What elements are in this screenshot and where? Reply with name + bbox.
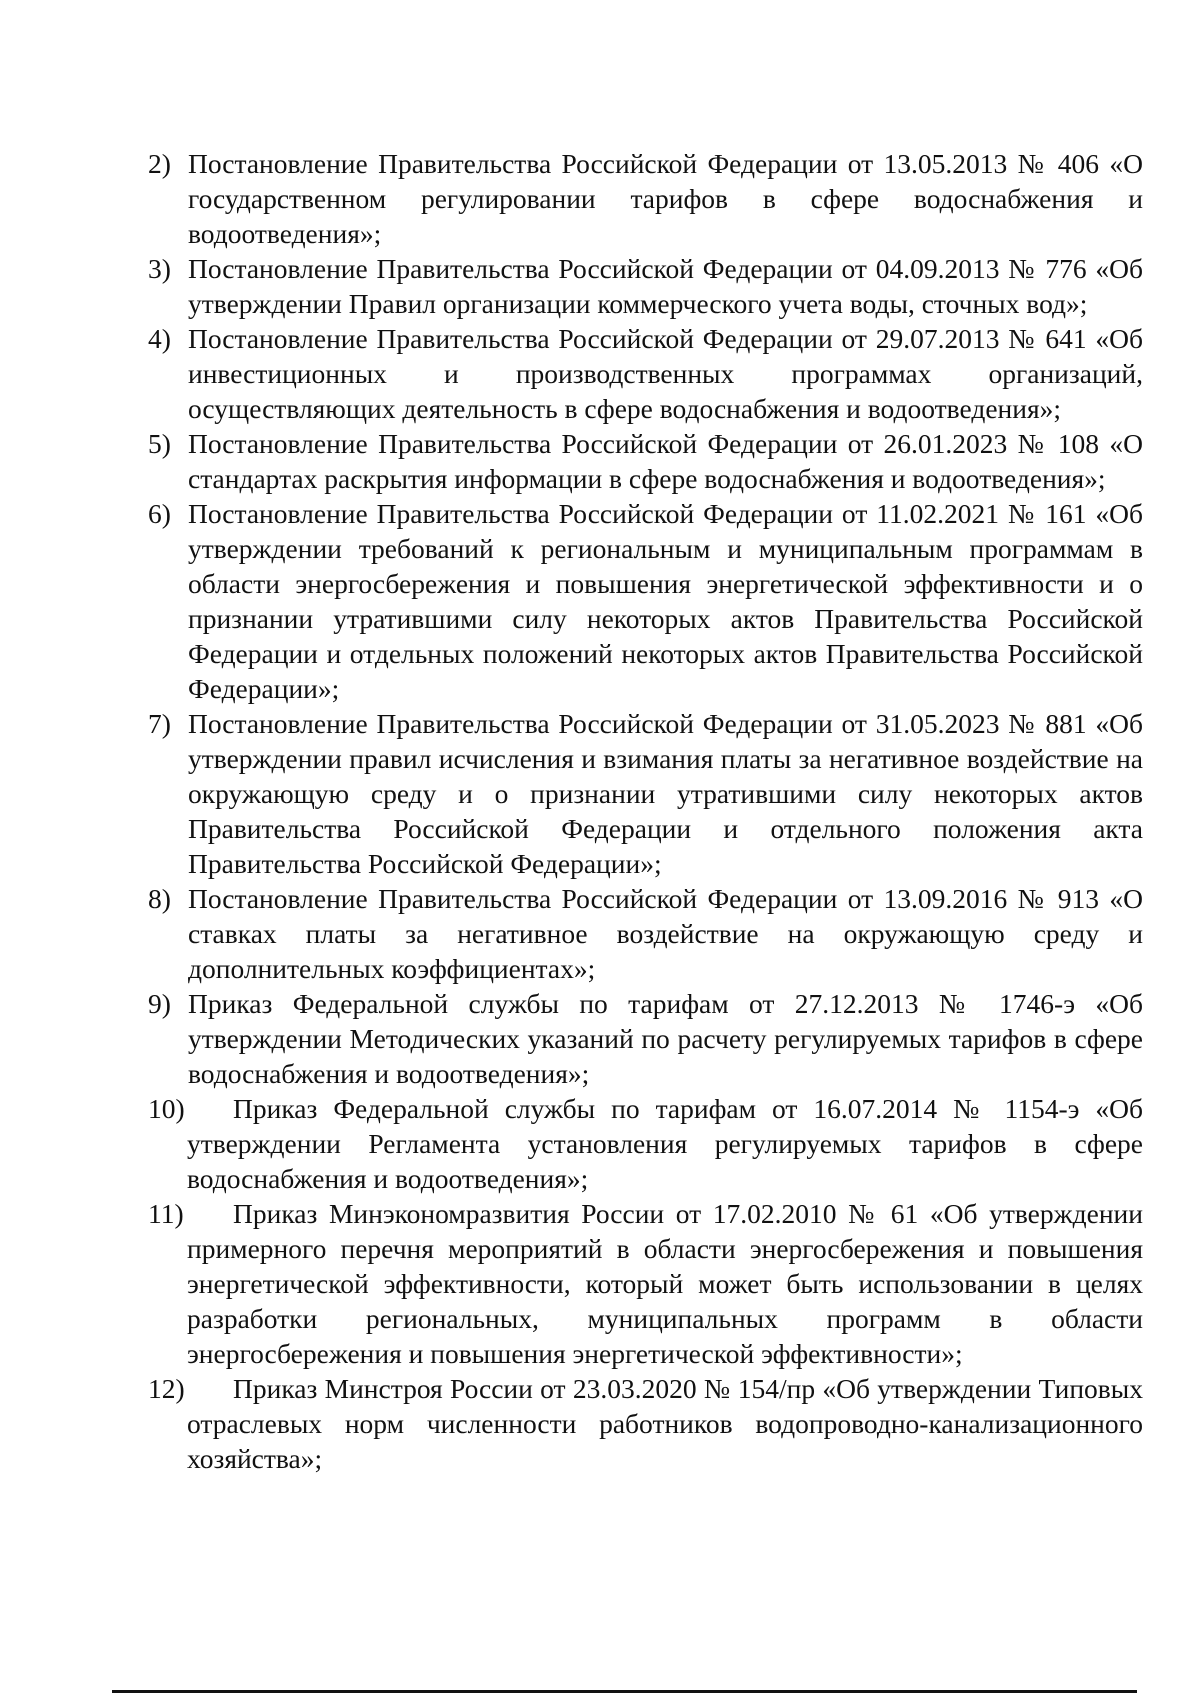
list-item [148, 1196, 1143, 1371]
list-item-number: 12) [148, 1373, 185, 1404]
list-item [148, 321, 1143, 426]
list-item-number: 5) [148, 428, 171, 459]
list-item-text: Постановление Правительства Российской Федерации от 11.02.2021 № 161 «Об утверждении требований к региональным и муниципальным программам в области энергосбережения и повышения энергетической эффективности и о признании утратившими силу некоторых актов Правительства Российской Федерации и отдельных положений некоторых актов Правительства Российской Федерации»; [188, 498, 1143, 704]
list-item-number: 2) [148, 148, 171, 179]
list-item-text: Постановление Правительства Российской Федерации от 29.07.2013 № 641 «Об инвестиционных и производственных программах организаций, осуществляющих деятельность в сфере водоснабжения и водоотведения»; [188, 323, 1143, 424]
list-item-number: 7) [148, 708, 171, 739]
list-item-number: 9) [148, 988, 171, 1019]
list-item [148, 146, 1143, 251]
list-item-number: 4) [148, 323, 171, 354]
list-item-text: Постановление Правительства Российской Федерации от 13.09.2016 № 913 «О ставках платы за негативное воздействие на окружающую среду и дополнительных коэффициентах»; [188, 883, 1143, 984]
list-item [148, 706, 1143, 881]
list-item [148, 496, 1143, 706]
list-item-number: 11) [148, 1198, 184, 1229]
list-item-number: 3) [148, 253, 171, 284]
list-item-text: Постановление Правительства Российской Федерации от 13.05.2013 № 406 «О государственном регулировании тарифов в сфере водоснабжения и водоотведения»; [188, 148, 1143, 249]
list-item-text: Приказ Минэкономразвития России от 17.02.2010 № 61 «Об утверждении примерного перечня мероприятий в области энергосбережения и повышения энергетической эффективности, который может быть использовании в целях разработки региональных, муниципальных программ в области энергосбережения и повышения энергетической эффективности»; [187, 1198, 1143, 1369]
list-item [148, 986, 1143, 1091]
list-item-text: Постановление Правительства Российской Федерации от 26.01.2023 № 108 «О стандартах раскрытия информации в сфере водоснабжения и водоотведения»; [188, 428, 1143, 494]
list-item [148, 251, 1143, 321]
list-item-text: Приказ Минстроя России от 23.03.2020 № 154/пр «Об утверждении Типовых отраслевых норм численности работников водопроводно-канализационного хозяйства»; [187, 1373, 1143, 1474]
list-item-text: Приказ Федеральной службы по тарифам от 16.07.2014 № 1154-э «Об утверждении Регламента установления регулируемых тарифов в сфере водоснабжения и водоотведения»; [187, 1093, 1143, 1194]
list-item [148, 1371, 1143, 1476]
list-item-number: 6) [148, 498, 171, 529]
list-item-text: Приказ Федеральной службы по тарифам от 27.12.2013 № 1746-э «Об утверждении Методических указаний по расчету регулируемых тарифов в сфере водоснабжения и водоотведения»; [188, 988, 1143, 1089]
list-item-number: 8) [148, 883, 171, 914]
list-item-text: Постановление Правительства Российской Федерации от 31.05.2023 № 881 «Об утверждении правил исчисления и взимания платы за негативное воздействие на окружающую среду и о признании утратившими силу некоторых актов Правительства Российской Федерации и отдельного положения акта Правительства Российской Федерации»; [188, 708, 1143, 879]
list-item-text: Постановление Правительства Российской Федерации от 04.09.2013 № 776 «Об утверждении Правил организации коммерческого учета воды, сточных вод»; [188, 253, 1143, 319]
document-body [148, 146, 1143, 1476]
footer-rule [112, 1690, 1137, 1693]
list-item-number: 10) [148, 1093, 185, 1124]
list-item [148, 881, 1143, 986]
list-item [148, 1091, 1143, 1196]
list-item [148, 426, 1143, 496]
